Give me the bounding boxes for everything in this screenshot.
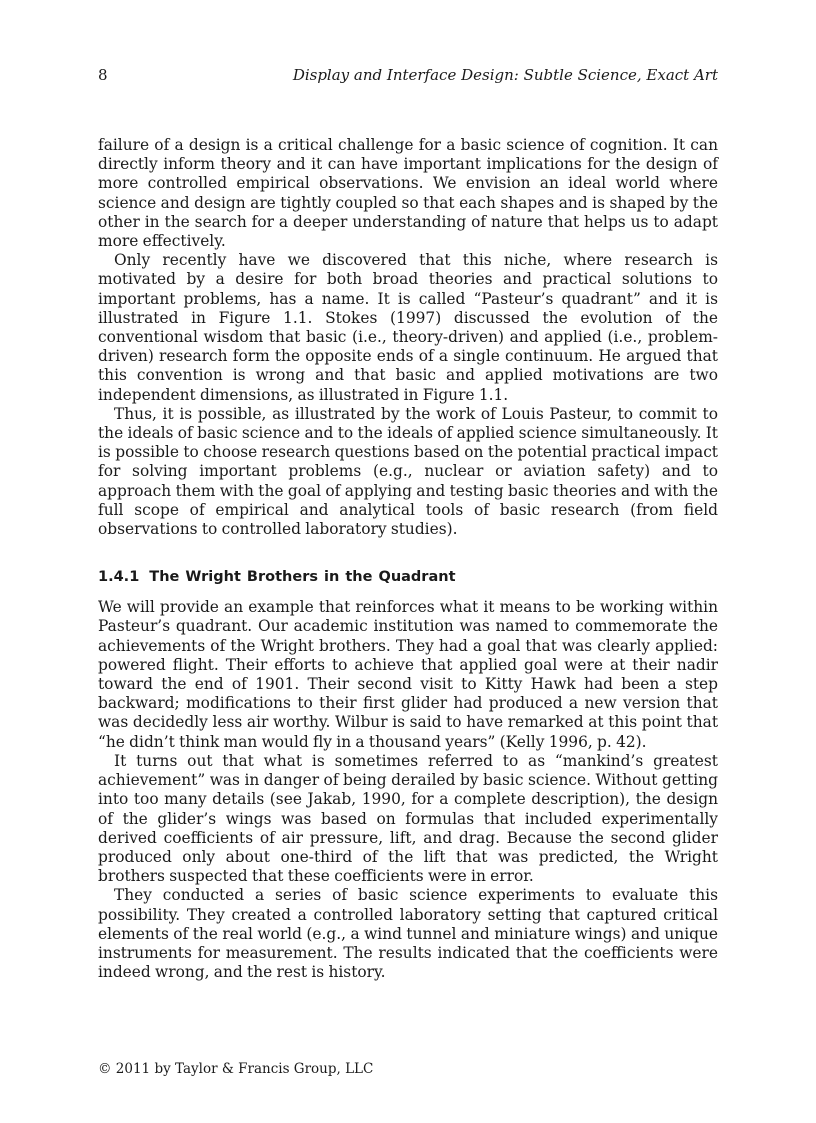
- paragraph: failure of a design is a critical challenge for a basic science of cognition. It can directly inform theory and it can have important implications for the design of more controlled empirical observations. We envision an ideal world where science and design are tightly coupled so that each shapes and is shaped by the other in the search for a deeper understanding of nature that helps us to adapt more effectively.: [98, 136, 718, 251]
- body-text: [98, 136, 718, 982]
- section-title: The Wright Brothers in the Quadrant: [149, 569, 456, 586]
- page-number: 8: [98, 66, 108, 84]
- section-heading: [98, 567, 718, 587]
- copyright-footer: © 2011 by Taylor & Francis Group, LLC: [98, 1061, 374, 1077]
- paragraph: We will provide an example that reinforces what it means to be working within Pasteur’s quadrant. Our academic institution was named to commemorate the achievements of the Wright brothers. They had a goal that was clearly applied: powered flight. Their efforts to achieve that applied goal were at their nadir toward the end of 1901. Their second visit to Kitty Hawk had been a step backward; modifications to their first glider had produced a new version that was decidedly less air worthy. Wilbur is said to have remarked at this point that “he didn’t think man would fly in a thousand years” (Kelly 1996, p. 42).: [98, 598, 718, 751]
- paragraph: It turns out that what is sometimes referred to as “mankind’s greatest achievement” was in danger of being derailed by basic science. Without getting into too many details (see Jakab, 1990, for a complete description), the design of the glider’s wings was based on formulas that included experimentally derived coefficients of air pressure, lift, and drag. Because the second glider produced only about one-third of the lift that was predicted, the Wright brothers suspected that these coefficients were in error.: [98, 751, 718, 886]
- book-page: [98, 0, 718, 1123]
- section-number: 1.4.1: [98, 569, 140, 586]
- running-title: Display and Interface Design: Subtle Science, Exact Art: [292, 66, 718, 84]
- running-header: [98, 64, 718, 86]
- paragraph: Only recently have we discovered that this niche, where research is motivated by a desire for both broad theories and practical solutions to important problems, has a name. It is called “Pasteur’s quadrant” and it is illustrated in Figure 1.1. Stokes (1997) discussed the evolution of the conventional wisdom that basic (i.e., theory-driven) and applied (i.e., problem-driven) research form the opposite ends of a single continuum. He argued that this convention is wrong and that basic and applied motivations are two independent dimensions, as illustrated in Figure 1.1.: [98, 251, 718, 404]
- paragraph: They conducted a series of basic science experiments to evaluate this possibility. They created a controlled laboratory setting that captured critical elements of the real world (e.g., a wind tunnel and miniature wings) and unique instruments for measurement. The results indicated that the coefficients were indeed wrong, and the rest is history.: [98, 886, 718, 982]
- paragraph: Thus, it is possible, as illustrated by the work of Louis Pasteur, to commit to the ideals of basic science and to the ideals of applied science simultaneously. It is possible to choose research questions based on the potential practical impact for solving important problems (e.g., nuclear or aviation safety) and to approach them with the goal of applying and testing basic theories and with the full scope of empirical and analytical tools of basic research (from field observations to controlled laboratory studies).: [98, 404, 718, 539]
